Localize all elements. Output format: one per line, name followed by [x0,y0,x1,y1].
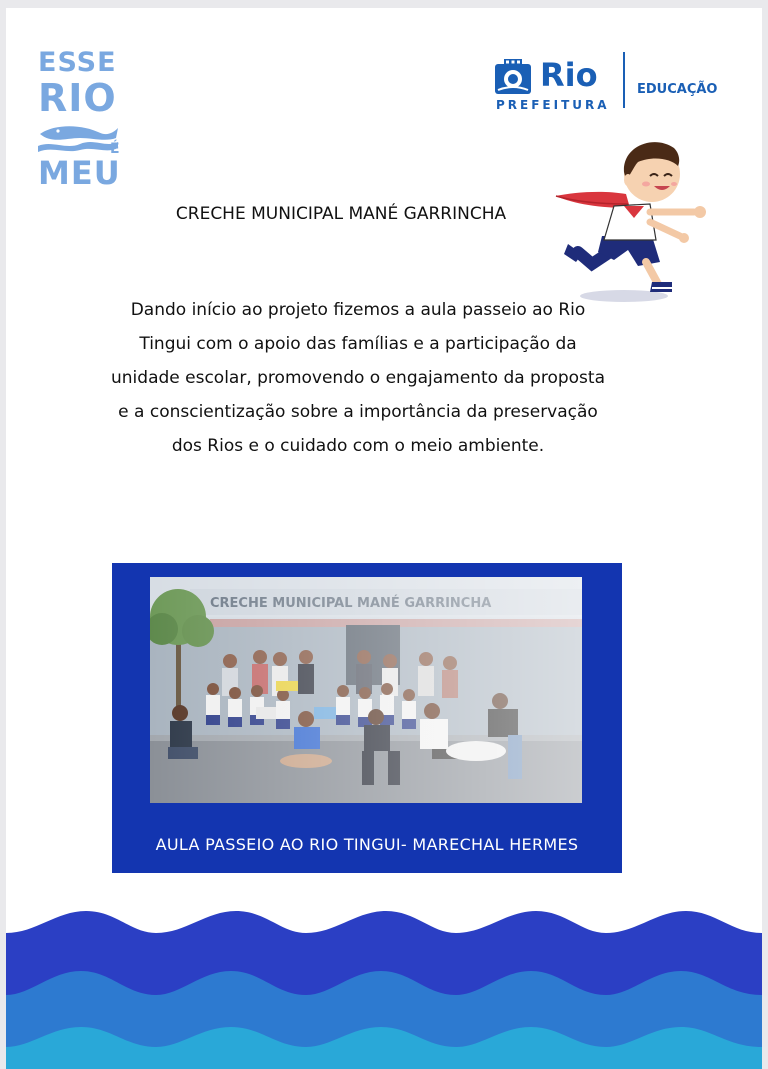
esse-rio-e-meu-logo [36,48,126,198]
poster-page [6,8,762,1069]
logo-line-2: RIO [38,76,117,120]
body-line: Tingui com o apoio das famílias e a participação da [139,334,577,354]
logo-line-1: ESSE [38,47,117,78]
logo-connector: É [110,141,120,157]
running-boy-illustration [554,132,724,312]
body-line: dos Rios e o cuidado com o meio ambiente. [171,436,545,456]
group-photo [150,577,582,803]
prefeitura-rio-logo [492,48,742,118]
rio-wordmark: Rio [540,56,598,94]
rio-crest-icon [492,58,534,96]
page-title: CRECHE MUNICIPAL MANÉ GARRINCHA [175,204,507,224]
body-paragraph [66,293,650,463]
body-line: Dando início ao projeto fizemos a aula passeio ao Rio [130,300,586,320]
logo-line-3: MEU [38,154,121,192]
logo-divider [623,52,625,108]
body-line: e a conscientização sobre a importância da preservação [118,402,598,422]
prefeitura-label: PREFEITURA [496,98,610,112]
photo-frame [112,563,622,873]
body-line: unidade escolar, promovendo o engajamento da proposta [111,368,605,388]
decorative-waves [6,903,762,1069]
fish-wave-icon [36,120,120,156]
group-photo-scene [150,577,582,803]
photo-caption: AULA PASSEIO AO RIO TINGUI- MARECHAL HERMES [155,835,579,854]
educacao-label: EDUCAÇÃO [637,82,718,97]
